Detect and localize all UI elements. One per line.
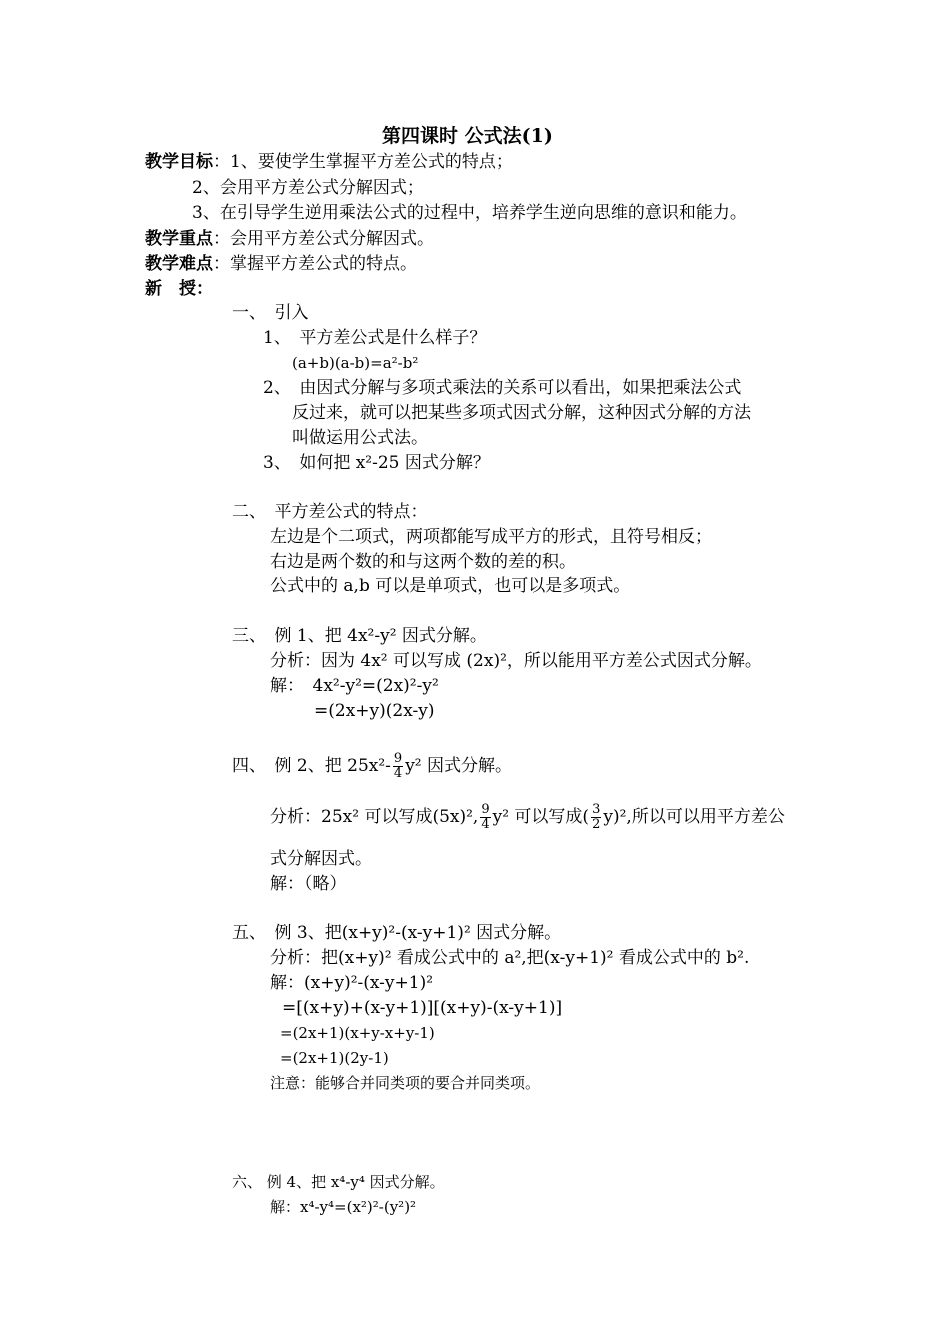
section-4-analysis-b: y² 可以写成(	[492, 807, 590, 827]
section-1-question-2a: 2、 由因式分解与多项式乘法的关系可以看出，如果把乘法公式	[263, 378, 742, 398]
difficulty-text: ：掌握平方差公式的特点。	[213, 254, 417, 274]
section-4-heading-a: 四、 例 2、把 25x²-	[232, 756, 391, 776]
objectives-item-2: 2、会用平方差公式分解因式；	[192, 178, 424, 198]
section-2-line-3: 公式中的 a,b 可以是单项式，也可以是多项式。	[270, 576, 631, 596]
fraction-numerator: 3	[592, 802, 601, 817]
fraction-denominator: 4	[481, 817, 490, 832]
fraction-nine-quarters-2	[480, 803, 490, 832]
section-3-solution-2: =(2x+y)(2x-y)	[314, 701, 435, 721]
objectives-line-1	[145, 150, 513, 174]
objectives-label: 教学目标	[145, 152, 213, 172]
difficulty-line	[145, 252, 417, 276]
section-1-question-2b: 反过来，就可以把某些多项式因式分解，这种因式分解的方法	[292, 403, 751, 423]
section-5-heading: 五、 例 3、把(x+y)²-(x-y+1)² 因式分解。	[232, 923, 562, 943]
section-1-question-1: 1、 平方差公式是什么样子？	[263, 328, 487, 348]
key-point-line	[145, 227, 434, 251]
section-4-heading	[232, 752, 512, 781]
objectives-item-3: 3、在引导学生逆用乘法公式的过程中，培养学生逆向思维的意识和能力。	[192, 203, 747, 223]
section-4-analysis-c: y)²,所以可以用平方差公	[603, 807, 785, 827]
fraction-denominator: 4	[393, 766, 403, 781]
section-4-analysis-d: 式分解因式。	[270, 849, 372, 869]
section-3-solution-1: 解： 4x²-y²=(2x)²-y²	[270, 676, 439, 696]
new-lesson-heading: 新 授：	[145, 279, 213, 299]
section-3-heading: 三、 例 1、把 4x²-y² 因式分解。	[232, 626, 487, 646]
section-1-formula: (a+b)(a-b)=a²-b²	[292, 354, 419, 372]
section-6-solution-1: 解：x⁴-y⁴=(x²)²-(y²)²	[270, 1198, 417, 1216]
page-title: 第四课时 公式法(1)	[382, 125, 553, 147]
section-3-analysis: 分析：因为 4x² 可以写成 (2x)²，所以能用平方差公式因式分解。	[270, 651, 762, 671]
section-4-heading-b: y² 因式分解。	[405, 756, 513, 776]
section-2-line-1: 左边是个二项式，两项都能写成平方的形式，且符号相反；	[270, 527, 712, 547]
section-1-question-3: 3、 如何把 x²-25 因式分解？	[263, 453, 490, 473]
section-5-analysis: 分析：把(x+y)² 看成公式中的 a²,把(x-y+1)² 看成公式中的 b².	[270, 948, 750, 968]
section-4-analysis-a: 分析：25x² 可以写成(5x)²,	[270, 807, 479, 827]
fraction-numerator: 9	[393, 751, 403, 766]
fraction-denominator: 2	[592, 817, 601, 832]
section-6-heading: 六、 例 4、把 x⁴-y⁴ 因式分解。	[232, 1173, 445, 1191]
section-5-note: 注意：能够合并同类项的要合并同类项。	[270, 1074, 541, 1092]
section-5-solution-1: 解：(x+y)²-(x-y+1)²	[270, 973, 434, 993]
section-4-solution: 解：（略）	[270, 874, 347, 894]
key-point-label: 教学重点	[145, 229, 213, 249]
section-2-line-2: 右边是两个数的和与这两个数的差的积。	[270, 552, 576, 572]
objectives-item-1: ：1、要使学生掌握平方差公式的特点；	[213, 152, 513, 172]
fraction-nine-quarters	[393, 752, 403, 781]
difficulty-label: 教学难点	[145, 254, 213, 274]
section-1-heading: 一、 引入	[232, 303, 309, 323]
section-1-question-2c: 叫做运用公式法。	[292, 428, 428, 448]
section-5-solution-3: =(2x+1)(x+y-x+y-1)	[280, 1024, 435, 1042]
section-5-solution-4: =(2x+1)(2y-1)	[280, 1049, 389, 1067]
section-2-heading: 二、 平方差公式的特点：	[232, 502, 428, 522]
section-5-solution-2: =[(x+y)+(x-y+1)][(x+y)-(x-y+1)]	[282, 998, 563, 1018]
section-4-analysis	[270, 803, 785, 832]
fraction-three-halves	[591, 803, 601, 832]
fraction-numerator: 9	[481, 802, 490, 817]
key-point-text: ：会用平方差公式分解因式。	[213, 229, 434, 249]
